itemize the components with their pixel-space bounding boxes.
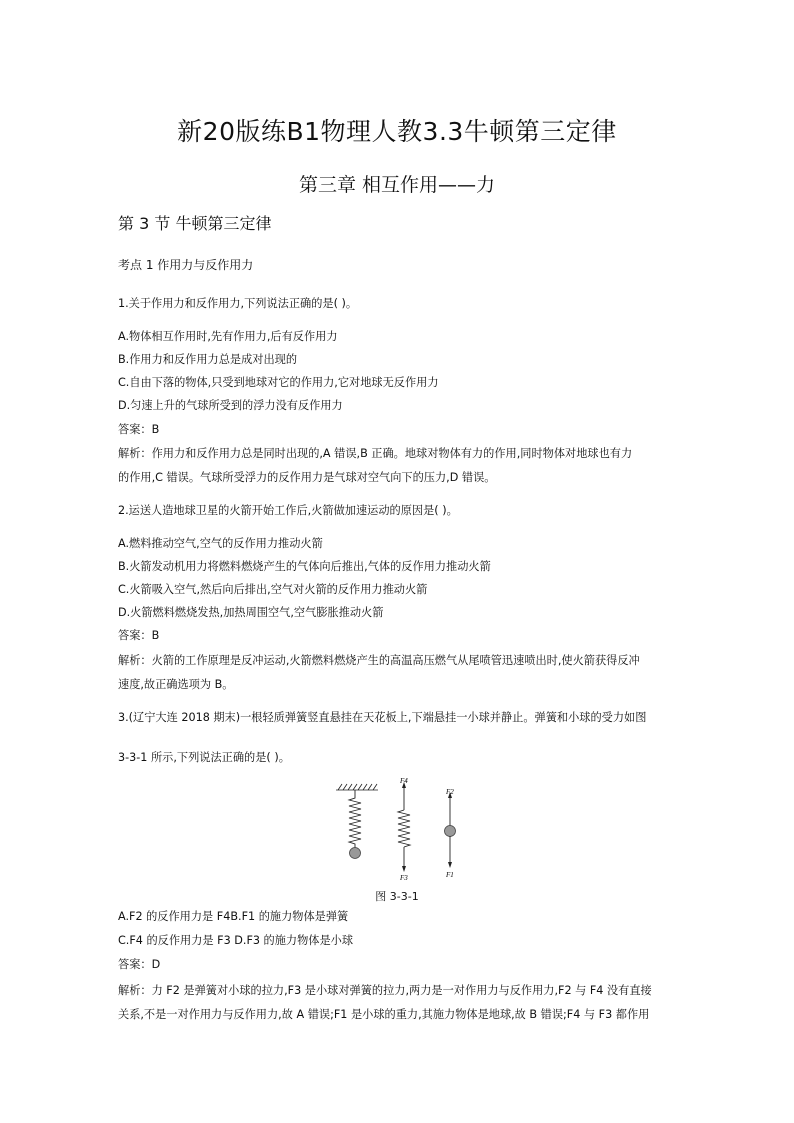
q1-option-b: B.作用力和反作用力总是成对出现的 <box>118 353 298 366</box>
q2-option-a: A.燃料推动空气,空气的反作用力推动火箭 <box>118 537 323 550</box>
label-f1: F1 <box>446 871 454 879</box>
q1-analysis-line1: 解析：作用力和反作用力总是同时出现的,A 错误,B 正确。地球对物体有力的作用,同时物体对地球也有力 <box>118 447 633 460</box>
q3-option-ab: A.F2 的反作用力是 F4B.F1 的施力物体是弹簧 <box>118 910 349 923</box>
q1-answer: 答案：B <box>118 423 160 436</box>
document-title: 新20版练B1物理人教3.3牛顿第三定律 <box>177 117 617 146</box>
isolated-spring <box>398 810 410 847</box>
left-ball <box>350 848 361 859</box>
q2-answer: 答案：B <box>118 629 160 642</box>
label-f2: F2 <box>446 788 454 796</box>
q1-option-d: D.匀速上升的气球所受到的浮力没有反作用力 <box>118 399 343 412</box>
q3-stem-line2: 3-3-1 所示,下列说法正确的是( )。 <box>118 751 290 764</box>
force-diagram-figure <box>330 776 470 886</box>
isolated-ball <box>445 826 456 837</box>
label-f3: F3 <box>400 874 408 882</box>
chapter-heading: 第三章 相互作用——力 <box>298 174 496 196</box>
q3-stem-line1: 3.(辽宁大连 2018 期末)一根轻质弹簧竖直悬挂在天花板上,下端悬挂一小球并静止。弹簧和小球的受力如图 <box>118 711 647 724</box>
q2-option-c: C.火箭吸入空气,然后向后排出,空气对火箭的反作用力推动火箭 <box>118 583 428 596</box>
q3-option-cd: C.F4 的反作用力是 F3 D.F3 的施力物体是小球 <box>118 934 354 947</box>
spring-with-ball <box>349 790 361 848</box>
q2-option-d: D.火箭燃料燃烧发热,加热周围空气,空气膨胀推动火箭 <box>118 606 384 619</box>
q1-option-a: A.物体相互作用时,先有作用力,后有反作用力 <box>118 330 338 343</box>
figure-caption: 图 3-3-1 <box>375 890 419 903</box>
q1-stem: 1.关于作用力和反作用力,下列说法正确的是( )。 <box>118 297 358 310</box>
q3-analysis-line1: 解析：力 F2 是弹簧对小球的拉力,F3 是小球对弹簧的拉力,两力是一对作用力与反作用力,F2 与 F4 没有直接 <box>118 984 652 997</box>
q3-answer: 答案：D <box>118 958 161 971</box>
q1-analysis-line2: 的作用,C 错误。气球所受浮力的反作用力是气球对空气向下的压力,D 错误。 <box>118 471 496 484</box>
q2-analysis-line2: 速度,故正确选项为 B。 <box>118 678 234 691</box>
q3-analysis-line2: 关系,不是一对作用力与反作用力,故 A 错误;F1 是小球的重力,其施力物体是地球,故 B 错误;F4 与 F3 都作用 <box>118 1008 650 1021</box>
q2-analysis-line1: 解析：火箭的工作原理是反冲运动,火箭燃料燃烧产生的高温高压燃气从尾喷管迅速喷出时,使火箭获得反冲 <box>118 654 640 667</box>
ceiling-hatch <box>336 784 378 790</box>
q1-option-c: C.自由下落的物体,只受到地球对它的作用力,它对地球无反作用力 <box>118 376 439 389</box>
q2-stem: 2.运送人造地球卫星的火箭开始工作后,火箭做加速运动的原因是( )。 <box>118 504 458 517</box>
q2-option-b: B.火箭发动机用力将燃料燃烧产生的气体向后推出,气体的反作用力推动火箭 <box>118 560 491 573</box>
topic-heading: 考点 1 作用力与反作用力 <box>118 258 254 272</box>
label-f4: F4 <box>400 777 408 785</box>
section-heading: 第 3 节 牛顿第三定律 <box>118 214 272 233</box>
